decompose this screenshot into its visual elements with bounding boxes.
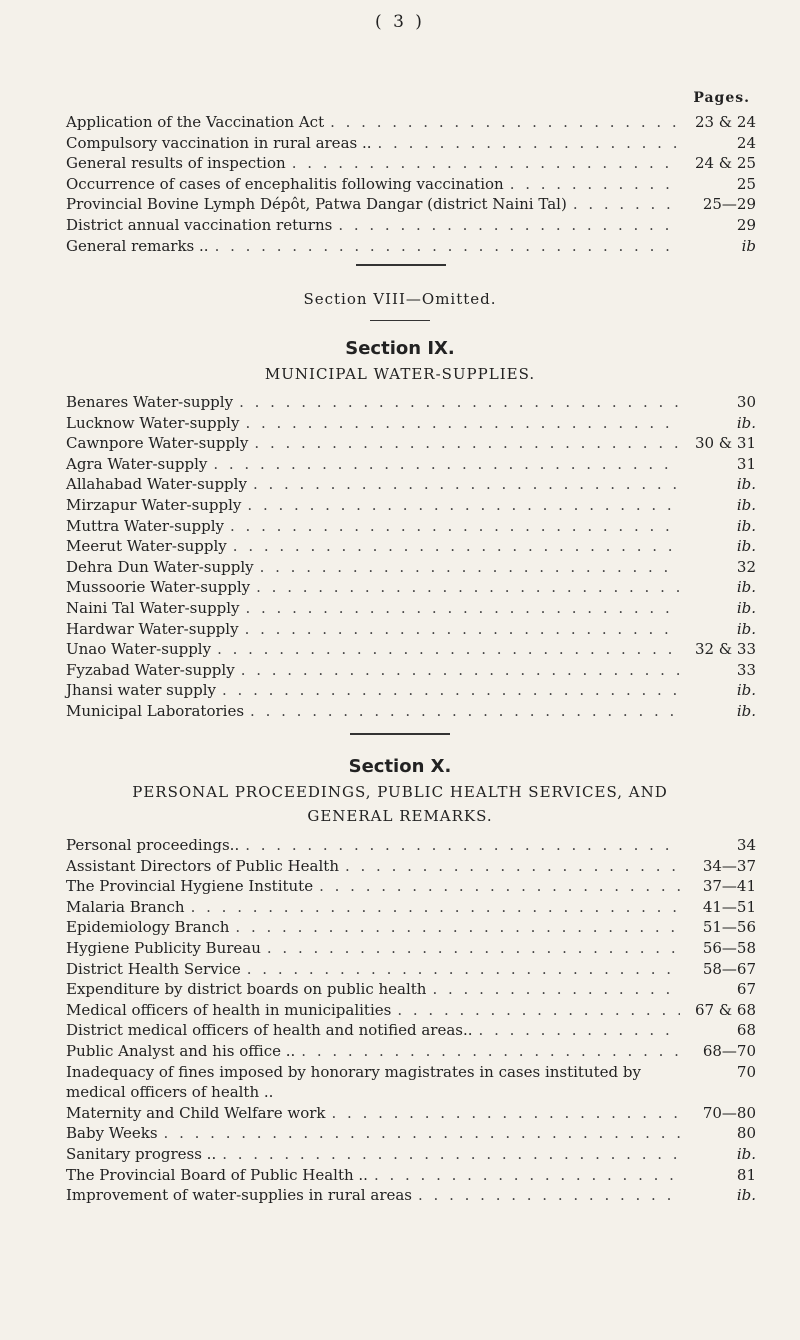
dot-leader <box>397 1000 680 1021</box>
toc-entry <box>66 577 756 598</box>
toc-entry <box>66 557 756 578</box>
toc-entry <box>66 1185 756 1206</box>
toc-entry <box>66 215 756 236</box>
toc-entry <box>66 639 756 660</box>
toc-entry-title: The Provincial Board of Public Health .. <box>66 1165 368 1184</box>
toc-entry-pages: 41—51 <box>702 897 756 916</box>
toc-entry-title: Mussoorie Water-supply <box>66 578 251 597</box>
toc-entry-title: Expenditure by district boards on public health <box>66 980 427 999</box>
toc-entry-pages: 23 & 24 <box>694 113 756 131</box>
dot-leader <box>332 1103 681 1124</box>
toc-entry-title: Provincial Bovine Lymph Dépôt, Patwa Dangar (district Naini Tal) <box>66 195 567 214</box>
toc-entry-title: Muttra Water-supply <box>66 516 224 535</box>
toc-entry-title: Fyzabad Water-supply <box>66 660 235 679</box>
toc-entry <box>66 660 756 681</box>
dot-leader <box>191 897 680 918</box>
dot-leader <box>164 1123 680 1144</box>
toc-entry <box>66 454 756 475</box>
dot-leader <box>418 1185 680 1206</box>
toc-entry <box>66 619 756 640</box>
toc-entry-title: Dehra Dun Water-supply <box>66 557 254 576</box>
dot-leader <box>235 917 680 938</box>
dot-leader <box>319 876 680 897</box>
dot-leader <box>215 236 680 257</box>
dot-leader <box>217 639 680 660</box>
toc-entry <box>66 959 756 980</box>
toc-entry-pages: 24 & 25 <box>694 154 756 173</box>
toc-entry-pages: ib <box>741 236 756 255</box>
dot-leader <box>230 516 680 537</box>
dot-leader <box>245 835 680 856</box>
section-10-subtitle-line2: GENERAL REMARKS. <box>307 807 493 825</box>
toc-entry-pages: 80 <box>736 1124 756 1143</box>
toc-entry-pages: ib. <box>736 413 756 432</box>
toc-entry-pages: 25 <box>736 174 756 193</box>
toc-entry <box>66 701 756 722</box>
toc-entry-pages: ib. <box>736 475 756 494</box>
toc-entry-pages: ib. <box>736 619 756 638</box>
toc-entry <box>66 835 756 856</box>
toc-entry-pages: ib. <box>736 598 756 617</box>
toc-entry <box>66 133 756 154</box>
toc-entry-title: Malaria Branch <box>66 897 185 916</box>
dot-leader <box>378 133 680 154</box>
dot-leader <box>245 413 680 434</box>
toc-entry <box>66 876 756 897</box>
toc-entry-title: Benares Water-supply <box>66 393 234 411</box>
toc-entry <box>66 979 756 1000</box>
toc-entry-pages: 58—67 <box>702 959 756 978</box>
toc-entry-pages: 32 <box>736 557 756 576</box>
dot-leader <box>301 1041 680 1062</box>
toc-entry <box>66 413 756 434</box>
toc-entry <box>66 174 756 195</box>
divider <box>356 264 446 266</box>
toc-entry <box>66 856 756 877</box>
dot-leader <box>374 1165 680 1186</box>
toc-entry-pages: 33 <box>736 660 756 679</box>
toc-entry-title: Mirzapur Water-supply <box>66 495 242 514</box>
toc-entry <box>66 194 756 215</box>
toc-entry-pages: 34 <box>736 836 756 854</box>
toc-entry-title: Jhansi water supply <box>66 681 216 700</box>
toc-entry-pages: 32 & 33 <box>694 640 756 659</box>
toc-entry-pages: 30 & 31 <box>694 434 756 453</box>
toc-entry-pages: 67 & 68 <box>694 1000 756 1019</box>
pages-header: Pages. <box>693 90 750 106</box>
toc-entry-title: Unao Water-supply <box>66 640 212 659</box>
dot-leader <box>247 495 680 516</box>
toc-entry-title: Assistant Directors of Public Health <box>66 856 339 875</box>
toc-entry <box>66 1165 756 1186</box>
dot-leader <box>245 619 680 640</box>
toc-entry-pages: ib. <box>736 701 756 720</box>
toc-entry-pages: 81 <box>736 1165 756 1184</box>
toc-entry-pages: 51—56 <box>702 918 756 937</box>
toc-section10 <box>66 835 756 1206</box>
toc-entry <box>66 1041 756 1062</box>
toc-entry-pages: 25—29 <box>702 195 756 214</box>
toc-entry-title: General remarks .. <box>66 236 209 255</box>
section-8-omitted: Section VIII—Omitted. <box>303 290 497 308</box>
toc-entry <box>66 897 756 918</box>
toc-entry-title: Naini Tal Water-supply <box>66 598 240 617</box>
toc-entry <box>66 236 756 257</box>
toc-entry <box>66 392 756 413</box>
toc-entry-title: Municipal Laboratories <box>66 701 245 720</box>
toc-entry <box>66 1103 756 1124</box>
toc-entry-title: District annual vaccination returns <box>66 215 333 234</box>
dot-leader <box>292 153 680 174</box>
dot-leader <box>479 1020 680 1041</box>
dot-leader <box>256 577 680 598</box>
dot-leader <box>222 680 680 701</box>
toc-entry-title: District medical officers of health and notified areas.. <box>66 1021 473 1040</box>
dot-leader <box>247 959 680 980</box>
divider <box>370 320 430 321</box>
toc-entry-title: Epidemiology Branch <box>66 918 230 937</box>
toc-entry-pages: 24 <box>736 133 756 152</box>
dot-leader <box>338 215 680 236</box>
section-10-subtitle-line1: PERSONAL PROCEEDINGS, PUBLIC HEALTH SERVICES, AND <box>132 783 668 801</box>
dot-leader <box>222 1144 680 1165</box>
toc-entry <box>66 516 756 537</box>
toc-entry-title: Inadequacy of fines imposed by honorary magistrates in cases instituted by medical officers of health .. <box>66 1062 641 1102</box>
toc-entry <box>66 153 756 174</box>
toc-entry-pages: ib. <box>736 495 756 514</box>
dot-leader <box>253 474 680 495</box>
toc-entry-pages: 37—41 <box>702 877 756 896</box>
toc-section9 <box>66 392 756 722</box>
toc-entry <box>66 536 756 557</box>
toc-entry-title: Compulsory vaccination in rural areas .. <box>66 133 372 152</box>
toc-entry <box>66 917 756 938</box>
toc-entry-pages: 56—58 <box>702 938 756 957</box>
toc-entry-title: Medical officers of health in municipalities <box>66 1000 392 1019</box>
toc-entry-title: Application of the Vaccination Act <box>66 113 325 131</box>
toc-entry-title: Public Analyst and his office .. <box>66 1041 296 1060</box>
dot-leader <box>330 112 680 133</box>
dot-leader <box>573 194 680 215</box>
toc-entry <box>66 598 756 619</box>
toc-entry-pages: 70 <box>736 1062 756 1081</box>
toc-entry-pages: 30 <box>736 393 756 411</box>
toc-entry-title: Sanitary progress .. <box>66 1144 217 1163</box>
toc-entry-title: Improvement of water-supplies in rural areas <box>66 1186 413 1205</box>
toc-entry-title: Meerut Water-supply <box>66 537 227 556</box>
toc-entry-pages: ib. <box>736 516 756 535</box>
dot-leader <box>250 701 680 722</box>
section-9-title: Section IX. <box>345 338 455 359</box>
toc-entry <box>66 433 756 454</box>
toc-entry-title: Hardwar Water-supply <box>66 619 239 638</box>
dot-leader <box>510 174 680 195</box>
toc-entry-pages: ib. <box>736 681 756 700</box>
toc-entry-title: The Provincial Hygiene Institute <box>66 877 314 896</box>
toc-entry <box>66 1123 756 1144</box>
toc-entry-pages: 67 <box>736 980 756 999</box>
dot-leader <box>432 979 680 1000</box>
toc-entry-title: Hygiene Publicity Bureau <box>66 938 261 957</box>
dot-leader <box>345 856 680 877</box>
dot-leader <box>260 557 680 578</box>
toc-entry-pages: ib. <box>736 537 756 556</box>
toc-entry <box>66 1062 756 1103</box>
toc-entry <box>66 474 756 495</box>
toc-entry-pages: 70—80 <box>702 1103 756 1122</box>
dot-leader <box>241 660 680 681</box>
toc-entry <box>66 1020 756 1041</box>
toc-entry <box>66 112 756 133</box>
toc-entry-pages: 31 <box>736 454 756 473</box>
toc-entry-title: Agra Water-supply <box>66 454 208 473</box>
toc-entry-pages: 29 <box>736 215 756 234</box>
toc-entry-pages: 34—37 <box>702 856 756 875</box>
toc-entry-title: Maternity and Child Welfare work <box>66 1103 326 1122</box>
toc-entry <box>66 495 756 516</box>
toc-entry-pages: 68—70 <box>702 1041 756 1060</box>
toc-part1 <box>66 90 756 256</box>
toc-entry-title: Lucknow Water-supply <box>66 413 240 432</box>
toc-entry-title: General results of inspection <box>66 154 286 173</box>
dot-leader <box>267 938 680 959</box>
dot-leader <box>254 433 680 454</box>
toc-entry <box>66 938 756 959</box>
toc-entry-title: Occurrence of cases of encephalitis following vaccination <box>66 174 504 193</box>
page-number: ( 3 ) <box>375 12 425 32</box>
toc-entry-title: District Health Service <box>66 959 241 978</box>
dot-leader <box>239 392 680 413</box>
section-9-subtitle: MUNICIPAL WATER-SUPPLIES. <box>264 365 536 383</box>
dot-leader <box>233 536 680 557</box>
toc-entry-pages: 68 <box>736 1021 756 1040</box>
toc-entry <box>66 1144 756 1165</box>
section-10-title: Section X. <box>348 756 452 777</box>
toc-entry-pages: ib. <box>736 578 756 597</box>
toc-entry <box>66 680 756 701</box>
toc-entry-pages: ib. <box>736 1144 756 1163</box>
toc-entry-title: Personal proceedings.. <box>66 836 240 854</box>
toc-entry-title: Baby Weeks <box>66 1124 158 1143</box>
toc-entry-pages: ib. <box>736 1186 756 1205</box>
toc-entry-title: Cawnpore Water-supply <box>66 434 249 453</box>
dot-leader <box>213 454 680 475</box>
divider <box>350 733 450 735</box>
toc-entry <box>66 1000 756 1021</box>
toc-entry-title: Allahabad Water-supply <box>66 475 247 494</box>
dot-leader <box>245 598 680 619</box>
